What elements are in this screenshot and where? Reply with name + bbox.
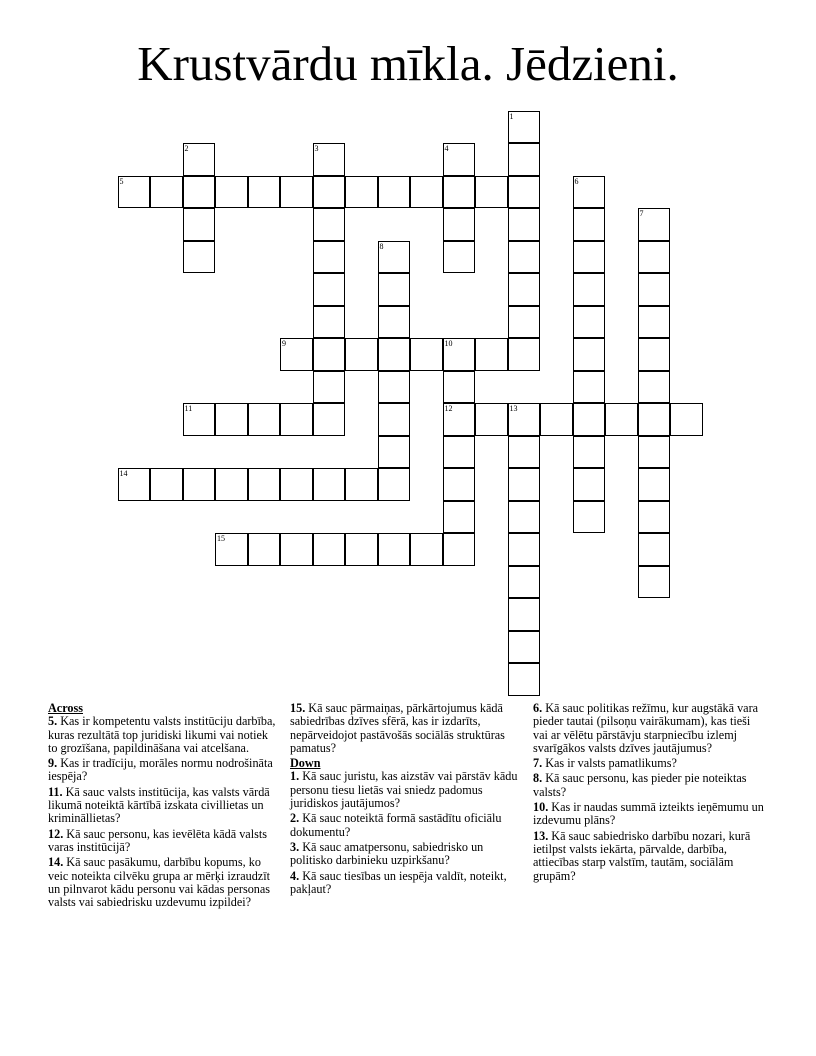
grid-cell[interactable] — [280, 468, 313, 501]
clue-number: 12 — [444, 404, 453, 413]
grid-cell[interactable] — [313, 468, 346, 501]
clue-number: 15 — [217, 534, 225, 543]
grid-cell[interactable] — [313, 241, 346, 274]
grid-cell[interactable] — [345, 533, 378, 566]
grid-cell[interactable] — [313, 176, 346, 209]
clue-number: 2 — [184, 144, 189, 153]
grid-cell[interactable] — [118, 468, 151, 501]
grid-cell[interactable] — [313, 306, 346, 339]
grid-cell[interactable] — [378, 273, 411, 306]
grid-cell[interactable] — [508, 598, 541, 631]
grid-cell[interactable] — [215, 403, 248, 436]
grid-cell[interactable] — [183, 468, 216, 501]
grid-cell[interactable] — [508, 306, 541, 339]
across-header: Across — [48, 701, 83, 715]
grid-cell[interactable] — [378, 338, 411, 371]
grid-cell[interactable] — [443, 241, 476, 274]
grid-cell[interactable] — [573, 403, 606, 436]
grid-cell[interactable] — [540, 403, 573, 436]
grid-cell[interactable] — [475, 338, 508, 371]
grid-cell[interactable] — [605, 403, 638, 436]
clue-down-7: 7. Kas ir valsts pamatlikums? — [533, 756, 677, 771]
down-header: Down — [290, 756, 321, 771]
grid-cell[interactable] — [508, 241, 541, 274]
grid-cell[interactable] — [183, 208, 216, 241]
grid-cell[interactable] — [475, 403, 508, 436]
clue-down-10: 10. Kas ir naudas summā izteikts ieņēmumu un izdevumu plāns? — [533, 800, 764, 828]
clue-across-12: 12. Kā sauc personu, kas ievēlēta kādā valsts varas institūcijā? — [48, 826, 267, 854]
grid-cell[interactable] — [183, 403, 216, 436]
clue-number: 8 — [379, 241, 384, 251]
grid-cell[interactable] — [638, 273, 671, 306]
grid-cell[interactable] — [280, 533, 313, 566]
grid-cell[interactable] — [150, 176, 183, 209]
clue-across-11: 11. Kā sauc valsts institūcija, kas valsts vārdā likumā noteiktā kārtībā izskata civillietas un krimināllietas? — [48, 784, 270, 826]
grid-cell[interactable] — [410, 338, 443, 371]
clue-number: 4 — [444, 144, 449, 153]
grid-cell[interactable] — [508, 436, 541, 469]
grid-cell[interactable] — [573, 468, 606, 501]
grid-cell[interactable] — [280, 338, 313, 371]
grid-cell[interactable] — [248, 468, 281, 501]
grid-cell[interactable] — [573, 501, 606, 534]
grid-cell[interactable] — [475, 176, 508, 209]
grid-cell[interactable] — [508, 176, 541, 209]
grid-cell[interactable] — [508, 208, 541, 241]
grid-cell[interactable] — [443, 468, 476, 501]
grid-cell[interactable] — [183, 143, 216, 176]
grid-cell[interactable] — [378, 468, 411, 501]
grid-cell[interactable] — [573, 306, 606, 339]
clue-across-9: 9. Kas ir tradīciju, morāles normu nodrošināta iespēja? — [48, 756, 273, 784]
clues-column-1 — [48, 702, 280, 911]
grid-cell[interactable] — [313, 273, 346, 306]
clue-number: 11 — [184, 404, 193, 413]
clues-column-2 — [290, 702, 520, 898]
grid-cell[interactable] — [638, 241, 671, 274]
grid-cell[interactable] — [313, 208, 346, 241]
grid-cell[interactable] — [378, 436, 411, 469]
grid-cell[interactable] — [638, 501, 671, 534]
clue-down-2: 2. Kā sauc noteiktā formā sastādītu oficiālu dokumentu? — [290, 811, 502, 839]
grid-cell[interactable] — [313, 533, 346, 566]
clue-number: 13 — [509, 404, 518, 413]
grid-cell[interactable] — [638, 533, 671, 566]
grid-cell[interactable] — [410, 176, 443, 209]
clue-down-3: 3. Kā sauc amatpersonu, sabiedrisko un politisko darbinieku uzpirkšanu? — [290, 839, 484, 868]
grid-cell[interactable] — [508, 338, 541, 371]
grid-cell[interactable] — [508, 468, 541, 501]
clue-down-13: 13. Kā sauc sabiedrisko darbību nozari, kurā ietilpst valsts iekārta, pārvalde, darbība, attiecības starp valstīm, tautām, sociālām grupām? — [533, 828, 751, 883]
grid-cell[interactable] — [638, 208, 671, 241]
grid-cell[interactable] — [443, 403, 476, 436]
grid-cell[interactable] — [573, 241, 606, 274]
grid-cell[interactable] — [248, 403, 281, 436]
grid-cell[interactable] — [443, 143, 476, 176]
grid-cell[interactable] — [313, 338, 346, 371]
clue-across-5: 5. Kas ir kompetentu valsts institūciju darbība, kuras rezultātā top juridiski likumi vai notiek to grozīšana, papildināšana vai atcelšana. — [48, 714, 276, 755]
grid-cell[interactable] — [378, 176, 411, 209]
grid-cell[interactable] — [573, 338, 606, 371]
grid-cell[interactable] — [638, 468, 671, 501]
grid-cell[interactable] — [313, 403, 346, 436]
grid-cell[interactable] — [345, 468, 378, 501]
grid-cell[interactable] — [508, 631, 541, 664]
grid-cell[interactable] — [443, 533, 476, 566]
grid-cell[interactable] — [638, 566, 671, 599]
clue-across-14: 14. Kā sauc pasākumu, darbību kopums, ko veic noteikta cilvēku grupa ar mērķi izraudzīt un pilnvarot kādu personu vai kādas personas valsts vai sabiedrisku uzdevumu izpildei? — [48, 855, 271, 910]
clue-number: 1 — [509, 111, 514, 121]
clue-number: 9 — [282, 339, 286, 348]
grid-cell[interactable] — [280, 403, 313, 436]
grid-cell[interactable] — [345, 338, 378, 371]
grid-cell[interactable] — [443, 176, 476, 209]
grid-cell[interactable] — [573, 208, 606, 241]
grid-cell[interactable] — [573, 273, 606, 306]
grid-cell[interactable] — [638, 436, 671, 469]
grid-cell[interactable] — [248, 533, 281, 566]
grid-cell[interactable] — [378, 533, 411, 566]
grid-cell[interactable] — [638, 371, 671, 404]
grid-cell[interactable] — [443, 338, 476, 371]
grid-cell[interactable] — [183, 241, 216, 274]
grid-cell[interactable] — [280, 176, 313, 209]
grid-cell[interactable] — [443, 208, 476, 241]
grid-cell[interactable] — [508, 273, 541, 306]
grid-cell[interactable] — [573, 371, 606, 404]
grid-cell[interactable] — [508, 501, 541, 534]
grid-cell[interactable] — [638, 338, 671, 371]
grid-cell[interactable] — [410, 533, 443, 566]
grid-cell[interactable] — [508, 566, 541, 599]
grid-cell[interactable] — [215, 468, 248, 501]
grid-cell[interactable] — [638, 306, 671, 339]
grid-cell[interactable] — [443, 436, 476, 469]
grid-cell[interactable] — [378, 371, 411, 404]
clue-down-6: 6. Kā sauc politikas režīmu, kur augstākā vara pieder tautai (pilsoņu vairākumam), kas tieši vai ar vēlētu pārstāvju starpniecību izlemj svarīgākos valsts dzīves jautājumus? — [533, 701, 759, 755]
grid-cell[interactable] — [443, 501, 476, 534]
grid-cell[interactable] — [183, 176, 216, 209]
clue-number: 3 — [314, 144, 319, 153]
clue-down-1: 1. Kā sauc juristu, kas aizstāv vai pārstāv kādu personu tiesu lietās vai sniedz padomus juridiskos jautājumos? — [290, 769, 518, 811]
grid-cell[interactable] — [670, 403, 703, 436]
grid-cell[interactable] — [215, 533, 248, 566]
grid-cell[interactable] — [345, 176, 378, 209]
grid-cell[interactable] — [573, 176, 606, 209]
grid-cell[interactable] — [508, 533, 541, 566]
grid-cell[interactable] — [313, 371, 346, 404]
clue-number: 5 — [119, 176, 124, 186]
grid-cell[interactable] — [573, 436, 606, 469]
grid-cell[interactable] — [150, 468, 183, 501]
grid-cell[interactable] — [508, 403, 541, 436]
clue-number: 10 — [444, 339, 453, 348]
grid-cell[interactable] — [215, 176, 248, 209]
grid-cell[interactable] — [508, 663, 541, 696]
grid-cell[interactable] — [638, 403, 671, 436]
clue-down-4: 4. Kā sauc tiesības un iespēja valdīt, noteikt, pakļaut? — [290, 868, 507, 896]
grid-cell[interactable] — [378, 403, 411, 436]
grid-cell[interactable] — [118, 176, 151, 209]
clue-number: 7 — [639, 209, 644, 218]
clues-column-3 — [533, 702, 768, 885]
clue-down-8: 8. Kā sauc personu, kas pieder pie noteiktas valsts? — [533, 771, 747, 799]
clue-number: 14 — [119, 469, 128, 478]
page-title: Krustvārdu mīkla. Jēdzieni. — [137, 36, 679, 91]
clue-across-15: 15. Kā sauc pārmaiņas, pārkārtojumus kādā sabiedrības dzīves sfērā, kas ir izdarīts, nepārveidojot pastāvošās sociālās struktūras pamatus? — [290, 701, 505, 755]
grid-cell[interactable] — [443, 371, 476, 404]
grid-cell[interactable] — [378, 306, 411, 339]
grid-cell[interactable] — [248, 176, 281, 209]
clue-number: 6 — [574, 176, 579, 186]
grid-cell[interactable] — [313, 143, 346, 176]
grid-cell[interactable] — [508, 111, 541, 144]
grid-cell[interactable] — [378, 241, 411, 274]
grid-cell[interactable] — [508, 143, 541, 176]
